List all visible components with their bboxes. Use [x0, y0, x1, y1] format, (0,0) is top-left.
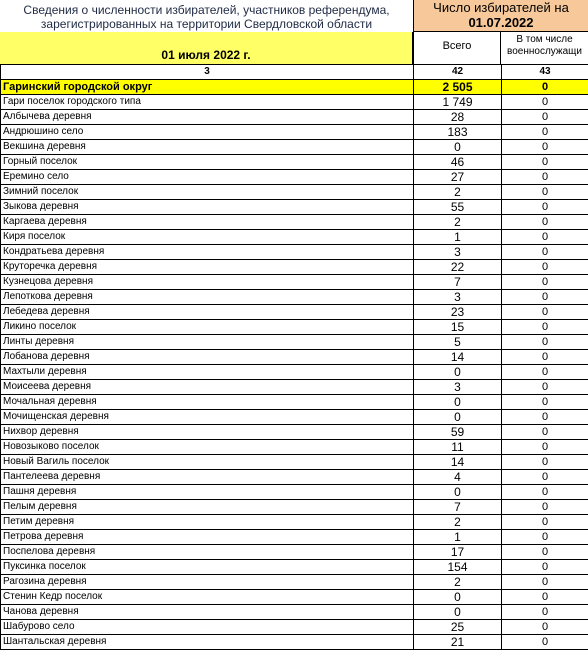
row-name: Нихвор деревня — [1, 425, 414, 440]
row-total: 14 — [414, 350, 502, 365]
table-row — [1, 290, 588, 305]
row-name: Пуксинка поселок — [1, 560, 414, 575]
row-military: 0 — [502, 590, 588, 605]
table-row — [1, 500, 588, 515]
row-total: 11 — [414, 440, 502, 455]
row-total: 7 — [414, 275, 502, 290]
row-military: 0 — [502, 410, 588, 425]
row-name: Лепоткова деревня — [1, 290, 414, 305]
header-military-line-1: В том числе — [516, 34, 573, 45]
table-row — [1, 455, 588, 470]
header-title — [0, 0, 413, 32]
row-military: 0 — [502, 200, 588, 215]
row-total: 25 — [414, 620, 502, 635]
table-row — [1, 95, 588, 110]
table-row — [1, 230, 588, 245]
total-row — [1, 80, 588, 95]
row-military: 0 — [502, 260, 588, 275]
row-military: 0 — [502, 365, 588, 380]
row-military: 0 — [502, 530, 588, 545]
row-total: 3 — [414, 245, 502, 260]
row-military: 0 — [502, 620, 588, 635]
header-voters-label: Число избирателей на — [433, 0, 569, 15]
row-military: 0 — [502, 605, 588, 620]
table-row — [1, 485, 588, 500]
total-row-military: 0 — [502, 80, 588, 95]
row-name: Ликино поселок — [1, 320, 414, 335]
row-total: 3 — [414, 380, 502, 395]
row-name: Пашня деревня — [1, 485, 414, 500]
table-row — [1, 545, 588, 560]
table-row — [1, 605, 588, 620]
table-row — [1, 440, 588, 455]
row-total: 1 749 — [414, 95, 502, 110]
row-total: 1 — [414, 530, 502, 545]
row-total: 183 — [414, 125, 502, 140]
table-row — [1, 275, 588, 290]
row-total: 0 — [414, 485, 502, 500]
header-voters-date: 01.07.2022 — [468, 15, 534, 30]
table-row — [1, 395, 588, 410]
row-name: Шантальская деревня — [1, 635, 414, 650]
row-name: Круторечка деревня — [1, 260, 414, 275]
row-name: Горный поселок — [1, 155, 414, 170]
row-total: 23 — [414, 305, 502, 320]
row-military: 0 — [502, 275, 588, 290]
table-row — [1, 635, 588, 650]
row-total: 0 — [414, 365, 502, 380]
table-row — [1, 365, 588, 380]
row-total: 2 — [414, 575, 502, 590]
row-name: Пантелеева деревня — [1, 470, 414, 485]
row-name: Кондратьева деревня — [1, 245, 414, 260]
row-name: Новозыково поселок — [1, 440, 414, 455]
row-military: 0 — [502, 380, 588, 395]
row-military: 0 — [502, 635, 588, 650]
table-row — [1, 260, 588, 275]
row-total: 59 — [414, 425, 502, 440]
row-name: Каргаева деревня — [1, 215, 414, 230]
row-military: 0 — [502, 545, 588, 560]
row-total: 17 — [414, 545, 502, 560]
row-total: 7 — [414, 500, 502, 515]
row-military: 0 — [502, 155, 588, 170]
row-total: 0 — [414, 605, 502, 620]
row-military: 0 — [502, 305, 588, 320]
row-name: Махтыли деревня — [1, 365, 414, 380]
table-row — [1, 335, 588, 350]
row-name: Моисеева деревня — [1, 380, 414, 395]
row-name: Мочищенская деревня — [1, 410, 414, 425]
header-military — [501, 32, 588, 64]
row-military: 0 — [502, 185, 588, 200]
row-name: Киря поселок — [1, 230, 414, 245]
row-name: Гари поселок городского типа — [1, 95, 414, 110]
row-total: 2 — [414, 515, 502, 530]
voters-table — [0, 64, 588, 650]
row-total: 21 — [414, 635, 502, 650]
row-name: Зимний поселок — [1, 185, 414, 200]
column-number-3: 43 — [502, 65, 588, 80]
row-military: 0 — [502, 515, 588, 530]
row-name: Кузнецова деревня — [1, 275, 414, 290]
header-voters — [413, 0, 588, 32]
header-total: Всего — [413, 32, 501, 64]
row-total: 0 — [414, 140, 502, 155]
table-row — [1, 125, 588, 140]
row-military: 0 — [502, 230, 588, 245]
row-total: 4 — [414, 470, 502, 485]
row-total: 3 — [414, 290, 502, 305]
row-total: 1 — [414, 230, 502, 245]
table-header — [0, 0, 588, 64]
row-military: 0 — [502, 425, 588, 440]
row-name: Векшина деревня — [1, 140, 414, 155]
row-name: Стенин Кедр поселок — [1, 590, 414, 605]
row-military: 0 — [502, 440, 588, 455]
row-name: Рагозина деревня — [1, 575, 414, 590]
table-row — [1, 185, 588, 200]
table-row — [1, 575, 588, 590]
row-military: 0 — [502, 215, 588, 230]
row-total: 55 — [414, 200, 502, 215]
row-military: 0 — [502, 125, 588, 140]
row-total: 22 — [414, 260, 502, 275]
voters-table-body — [1, 65, 588, 650]
row-military: 0 — [502, 395, 588, 410]
table-row — [1, 155, 588, 170]
table-row — [1, 380, 588, 395]
row-name: Лебедева деревня — [1, 305, 414, 320]
table-row — [1, 620, 588, 635]
row-military: 0 — [502, 170, 588, 185]
table-row — [1, 590, 588, 605]
row-total: 27 — [414, 170, 502, 185]
row-name: Лобанова деревня — [1, 350, 414, 365]
table-row — [1, 530, 588, 545]
row-name: Пелым деревня — [1, 500, 414, 515]
table-row — [1, 320, 588, 335]
row-name: Мочальная деревня — [1, 395, 414, 410]
row-total: 15 — [414, 320, 502, 335]
column-number-1: 3 — [1, 65, 414, 80]
row-military: 0 — [502, 575, 588, 590]
row-military: 0 — [502, 455, 588, 470]
row-military: 0 — [502, 350, 588, 365]
row-military: 0 — [502, 110, 588, 125]
total-row-name: Гаринский городской округ — [1, 80, 414, 95]
row-total: 14 — [414, 455, 502, 470]
table-row — [1, 350, 588, 365]
row-military: 0 — [502, 140, 588, 155]
column-number-2: 42 — [414, 65, 502, 80]
row-name: Петим деревня — [1, 515, 414, 530]
table-row — [1, 110, 588, 125]
row-total: 0 — [414, 395, 502, 410]
row-military: 0 — [502, 245, 588, 260]
row-name: Еремино село — [1, 170, 414, 185]
row-name: Петрова деревня — [1, 530, 414, 545]
row-military: 0 — [502, 500, 588, 515]
table-row — [1, 215, 588, 230]
row-military: 0 — [502, 290, 588, 305]
table-row — [1, 170, 588, 185]
row-military: 0 — [502, 335, 588, 350]
row-military: 0 — [502, 470, 588, 485]
row-name: Андрюшино село — [1, 125, 414, 140]
header-title-line-2: зарегистрированных на территории Свердловской области — [40, 17, 373, 31]
header-title-line-1: Сведения о численности избирателей, участников референдума, — [23, 3, 390, 17]
row-name: Шабурово село — [1, 620, 414, 635]
column-number-row — [1, 65, 588, 80]
row-name: Чанова деревня — [1, 605, 414, 620]
row-total: 28 — [414, 110, 502, 125]
table-row — [1, 245, 588, 260]
row-name: Новый Вагиль поселок — [1, 455, 414, 470]
table-row — [1, 200, 588, 215]
row-name: Поспелова деревня — [1, 545, 414, 560]
table-row — [1, 140, 588, 155]
table-row — [1, 515, 588, 530]
row-total: 2 — [414, 215, 502, 230]
row-total: 5 — [414, 335, 502, 350]
header-date: 01 июля 2022 г. — [0, 32, 413, 64]
header-military-line-2: военнослужащи — [507, 46, 582, 57]
table-row — [1, 410, 588, 425]
row-name: Линты деревня — [1, 335, 414, 350]
row-military: 0 — [502, 485, 588, 500]
table-row — [1, 560, 588, 575]
row-total: 46 — [414, 155, 502, 170]
row-name: Зыкова деревня — [1, 200, 414, 215]
row-total: 0 — [414, 410, 502, 425]
row-name: Албычева деревня — [1, 110, 414, 125]
row-military: 0 — [502, 560, 588, 575]
row-total: 0 — [414, 590, 502, 605]
table-row — [1, 425, 588, 440]
total-row-total: 2 505 — [414, 80, 502, 95]
row-military: 0 — [502, 320, 588, 335]
table-row — [1, 305, 588, 320]
row-total: 2 — [414, 185, 502, 200]
row-total: 154 — [414, 560, 502, 575]
row-military: 0 — [502, 95, 588, 110]
table-row — [1, 470, 588, 485]
